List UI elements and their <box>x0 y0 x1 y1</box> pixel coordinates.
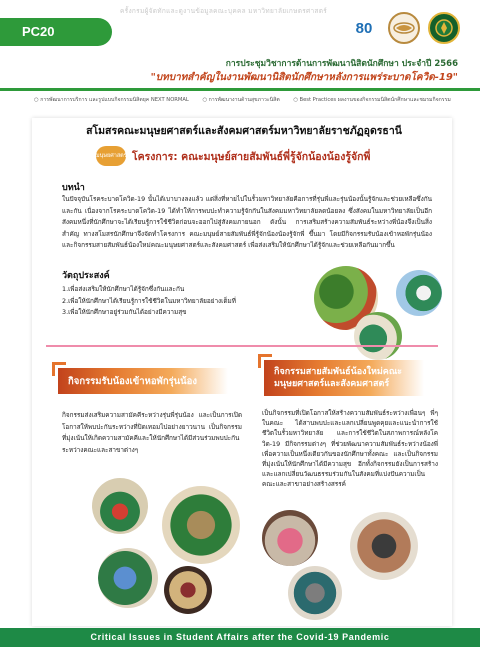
objective-item: 2.เพื่อให้นักศึกษาได้เรียนรู้การใช้ชีวิตในมหาวิทยาลัยอย่างเต็มที่ <box>62 296 236 305</box>
objective-item: 3.เพื่อให้นักศึกษาอยู่ร่วมกันได้อย่างมีความสุข <box>62 308 187 317</box>
activity2-title-line2: มนุษยศาสตร์และสังคมศาสตร์ <box>274 379 390 389</box>
theme-label: การพัฒนางานด้านสุขภาวะนิสิต <box>208 97 280 103</box>
objectives-list <box>62 284 312 319</box>
objective-item: 1.เพื่อส่งเสริมให้นักศึกษาได้รู้จักซึ่งกันและกัน <box>62 285 185 293</box>
pc-code-tag: PC20 <box>0 18 112 46</box>
section-divider <box>46 345 438 347</box>
activity-photo <box>354 312 402 360</box>
activity-photo <box>164 566 212 614</box>
footer-banner: Critical Issues in Student Affairs after the Covid-19 Pandemic <box>0 628 480 647</box>
activity1-text: กิจกรรมส่งเสริมความสามัคคีระหว่างรุ่นพี่รุ่นน้อง และเป็นการเปิดโอกาสให้พบปะกันระหว่างที่ปิดเทอมไปอย่างยาวนาน เป็นกิจกรรมที่มุ่งเน้นให้เกิดความสามัคคีและให้นักศึกษาได้มีส่วนร่วมพบปะกันระหว่างคณะและสาขาต่างๆ <box>62 411 242 454</box>
association-logo <box>388 12 420 44</box>
activity-photo <box>92 478 148 534</box>
project-title: โครงการ: คณะมนุษย์สายสัมพันธ์พี่รู้จักน้องน้องรู้จักพี่ <box>132 151 371 163</box>
anniversary-logo <box>348 12 380 44</box>
activity2-banner <box>264 360 424 396</box>
activity-photo <box>288 566 342 620</box>
activity2-title-line1: กิจกรรมสายสัมพันธ์น้องใหม่คณะ <box>274 367 403 377</box>
association-emblem-icon <box>393 21 415 35</box>
conference-line: การประชุมวิชาการด้านการพัฒนานิสิตนักศึกษา ประจำปี 2566 <box>225 59 458 69</box>
activity-photo <box>350 512 418 580</box>
theme-item: ○ การพัฒนางานด้านสุขภาวะนิสิต <box>202 97 280 103</box>
intro-text: ในปัจจุบันโรคระบาดโควิด-19 นั้นได้เบาบางลงแล้ว แต่สิ่งที่หายไปในรั้วมหาวิทยาลัยคือการที่รุ่นพี่และรุ่นน้องนั้นรู้จักและช่วยเหลือซึ่งกันและกัน เนื่องจากโรคระบาดโควิด-19 ได้ทำให้การพบปะทำความรู้จักกันในสังคมมหาวิทยาลัยลดน้อยลง ซึ่งสังคมในมหาวิทยาลัยเป็นอีกสังคมหนึ่งที่นักศึกษาจะได้เรียนรู้การใช้ชีวิตก่อนจะออกไปสู่สังคมภายนอก ดังนั้น การเสริมสร้างความสัมพันธ์ระหว่างพี่น้องจึงเป็นสิ่งสำคัญ ทางสโมสรนักศึกษาจึงจัดทำโครงการ คณะมนุษย์สายสัมพันธ์พี่รู้จักน้องน้องรู้จักพี่ ขึ้นมา โดยมีกิจกรรมรับน้องเข้าหอพักรุ่นน้องและกิจกรรมสายสัมพันธ์น้องใหม่คณะมนุษยศาสตร์และสังคมศาสตร์ เพื่อส่งเสริมให้นักศึกษาได้รู้จักและช่วยเหลือกันมากขึ้น <box>62 195 432 250</box>
activity-photo <box>162 486 240 564</box>
theme-item: ○ การพัฒนาการบริการ และรูปแบบกิจกรรมนิสิตยุค NEXT NORMAL <box>34 97 189 103</box>
objectives-heading: วัตถุประสงค์ <box>62 271 110 281</box>
theme-list <box>34 96 474 104</box>
activity-photo <box>98 548 158 608</box>
project-badge: มนุษยศาสตร์ <box>96 146 126 166</box>
theme-item: ○ Best Practices ผลงานของกิจกรรมนิสิตนักศึกษาและชมรมกิจกรรม <box>293 97 451 103</box>
activity-photo <box>262 510 318 566</box>
theme-label: Best Practices ผลงานของกิจกรรมนิสิตนักศึกษาและชมรมกิจกรรม <box>299 97 451 103</box>
activity2-text: เป็นกิจกรรมที่เปิดโอกาสให้สร้างความสัมพันธ์ระหว่างเพื่อนๆ พี่ๆ ในคณะ ได้สานพบปะและแลกเปลี่ยนพูดคุยและแนะนำการใช้ชีวิตในรั้วมหาวิทยาลัย และการใช้ชีวิตในสภาพการณ์หลังโควิด-19 มีกิจกรรมต่างๆ ที่ช่วยพัฒนาความสัมพันธ์ระหว่างน้องพี่ เพื่อความเป็นหนึ่งเดียวกันของนักศึกษาทั้งคณะ และเป็นกิจกรรมที่มุ่งเน้นให้นักศึกษาได้มีความสุข อีกทั้งกิจกรรมยังเป็นการสร้างและแลกเปลี่ยนวัฒนธรรมร่วมกันในสังคมที่แบ่งปันความเป็นคณะและสาขาอย่างสร้างสรรค์ <box>262 409 438 489</box>
university-seal-icon <box>434 18 454 38</box>
logo-group <box>348 12 460 44</box>
university-seal <box>428 12 460 44</box>
watermark-text: ครั้งกรมผู้จัดทักและดูงานข้อมูลคณะบุคคล มหาวิทยาลัยเกษตรศาสตร์ <box>120 7 328 15</box>
poster-title: สโมสรคณะมนุษยศาสตร์และสังคมศาสตร์มหาวิทยาลัยราชภัฏอุดรธานี <box>86 125 402 137</box>
activity1-title: กิจกรรมรับน้องเข้าหอพักรุ่นน้อง <box>68 375 198 387</box>
activity1-banner <box>58 368 228 394</box>
activity-photo <box>396 270 442 316</box>
intro-heading: บทนำ <box>62 183 85 193</box>
theme-label: การพัฒนาการบริการ และรูปแบบกิจกรรมนิสิตยุค NEXT NORMAL <box>40 97 189 103</box>
conference-title: "บทบาทสำคัญในงานพัฒนานิสิตนักศึกษาหลังการแพร่ระบาดโควิด-19" <box>150 72 458 83</box>
anniversary-logo-text: 80 <box>355 19 373 37</box>
header-divider <box>0 88 480 91</box>
